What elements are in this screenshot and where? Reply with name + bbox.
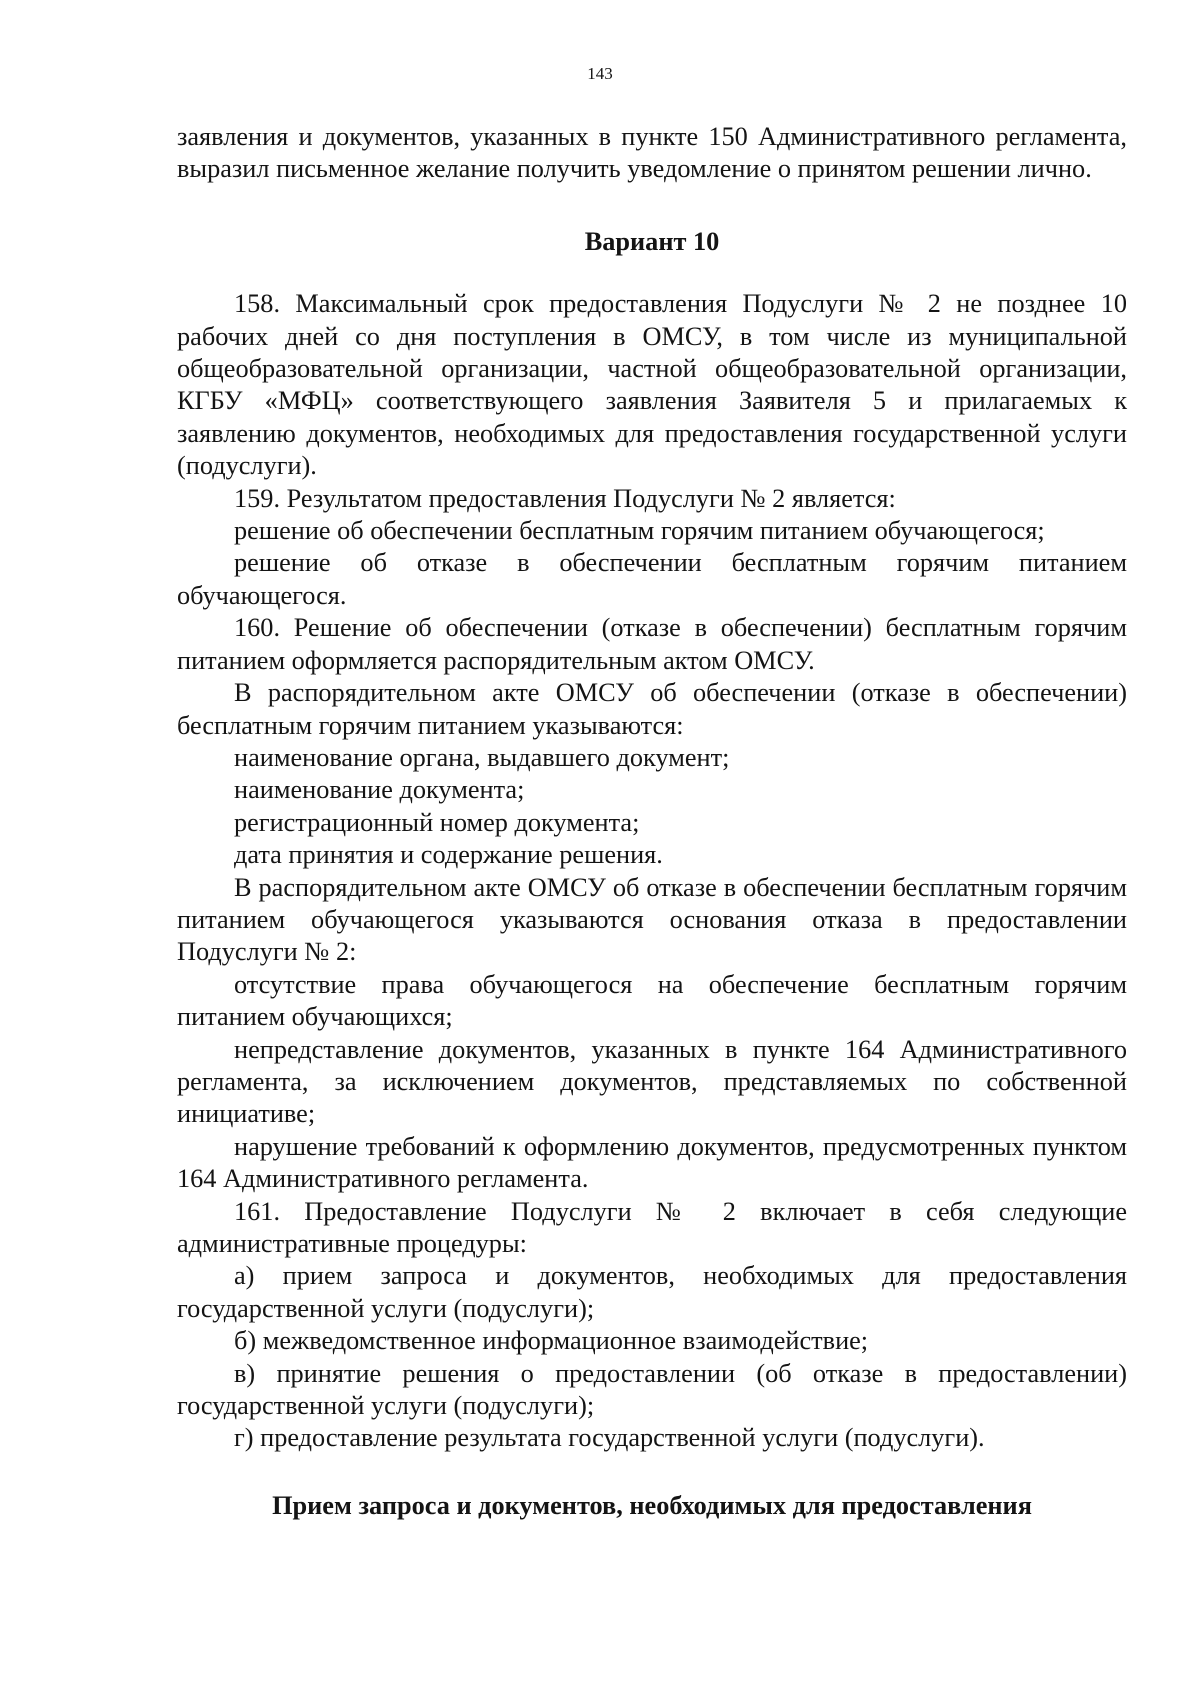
result-item-provision: решение об обеспечении бесплатным горячим питанием обучающегося; bbox=[234, 516, 1045, 546]
act-item-date-content: дата принятия и содержание решения. bbox=[234, 840, 663, 870]
procedure-item-b: б) межведомственное информационное взаимодействие; bbox=[234, 1326, 869, 1356]
spacer bbox=[177, 186, 1127, 226]
paragraph-158: 158. Максимальный срок предоставления Подуслуги № 2 не позднее 10 рабочих дней со дня поступления в ОМСУ, в том числе из муниципальной общеобразовательной организации, частной общеобразовательной организации, КГБУ «МФЦ» соответствующего заявления Заявителя 5 и прилагаемых к заявлению документов, необходимых для предоставления государственной услуги (подуслуги). bbox=[177, 289, 1127, 481]
spacer bbox=[177, 1455, 1127, 1490]
spacer bbox=[177, 258, 1127, 288]
refusal-grounds-intro: В распорядительном акте ОМСУ об отказе в обеспечении бесплатным горячим питанием обучающегося указываются основания отказа в предоставлении Подуслуги № 2: bbox=[177, 872, 1127, 967]
section-heading: Прием запроса и документов, необходимых для предоставления bbox=[272, 1490, 1032, 1520]
refusal-ground-no-right: отсутствие права обучающегося на обеспечение бесплатным горячим питанием обучающихся; bbox=[177, 969, 1127, 1032]
act-item-authority: наименование органа, выдавшего документ; bbox=[234, 742, 730, 772]
act-contents-intro: В распорядительном акте ОМСУ об обеспечении (отказе в обеспечении) бесплатным горячим питанием указываются: bbox=[177, 678, 1127, 740]
document-body bbox=[177, 121, 1127, 1522]
intro-paragraph: заявления и документов, указанных в пункте 150 Административного регламента, выразил письменное желание получить уведомление о принятом решении лично. bbox=[177, 122, 1127, 184]
procedure-item-a: а) прием запроса и документов, необходимых для предоставления государственной услуги (подуслуги); bbox=[177, 1261, 1127, 1323]
page-number: 143 bbox=[587, 64, 613, 83]
paragraph-160: 160. Решение об обеспечении (отказе в обеспечении) бесплатным горячим питанием оформляется распорядительным актом ОМСУ. bbox=[177, 613, 1127, 675]
act-item-registration-number: регистрационный номер документа; bbox=[234, 807, 640, 837]
refusal-ground-format-violation: нарушение требований к оформлению документов, предусмотренных пунктом 164 Административного регламента. bbox=[177, 1131, 1127, 1194]
paragraph-159: 159. Результатом предоставления Подуслуги № 2 является: bbox=[234, 483, 896, 513]
refusal-ground-missing-docs: непредставление документов, указанных в пункте 164 Административного регламента, за исключением документов, представляемых по собственной инициативе; bbox=[177, 1034, 1127, 1129]
variant-heading: Вариант 10 bbox=[584, 226, 720, 256]
act-item-document-name: наименование документа; bbox=[234, 775, 525, 805]
paragraph-161: 161. Предоставление Подуслуги № 2 включает в себя следующие административные процедуры: bbox=[177, 1196, 1127, 1258]
procedure-item-v: в) принятие решения о предоставлении (об отказе в предоставлении) государственной услуги (подуслуги); bbox=[177, 1358, 1127, 1421]
procedure-item-g: г) предоставление результата государственной услуги (подуслуги). bbox=[234, 1423, 985, 1453]
result-item-refusal: решение об отказе в обеспечении бесплатным горячим питанием обучающегося. bbox=[177, 548, 1127, 610]
